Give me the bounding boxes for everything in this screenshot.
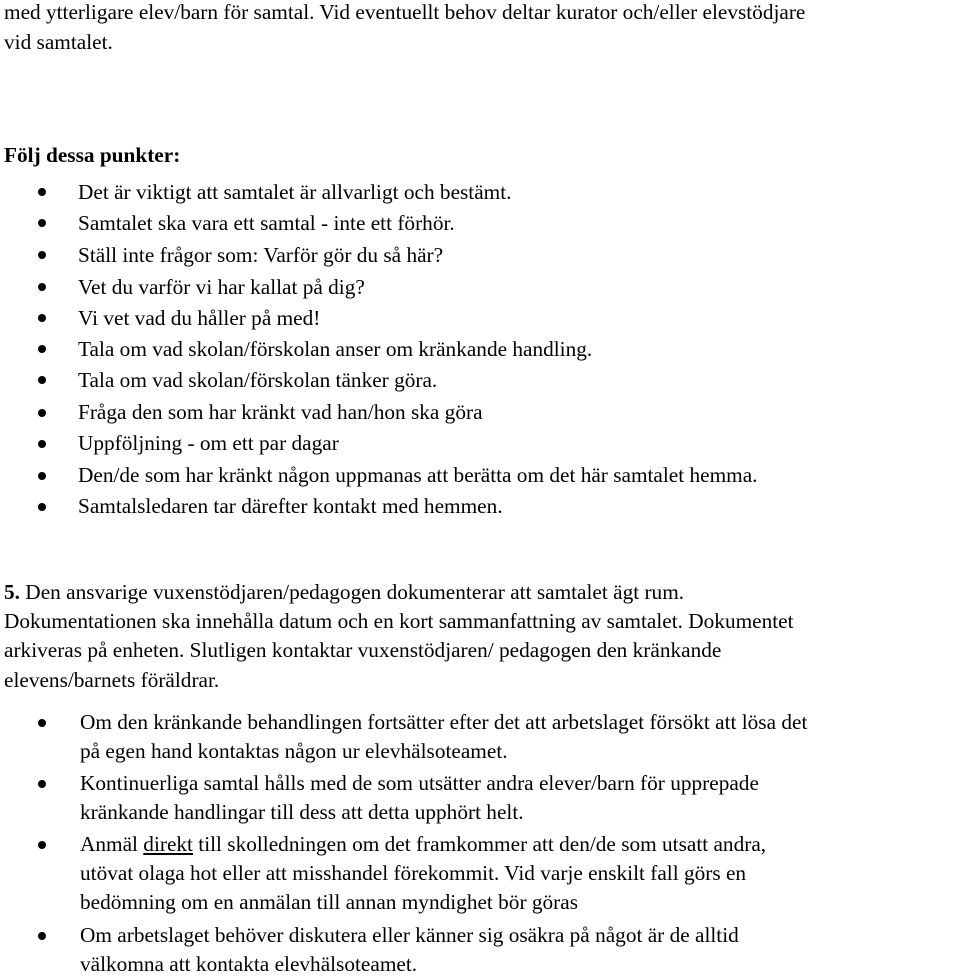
- step-5-line-4: elevens/barnets föräldrar.: [4, 668, 220, 692]
- intro-line-2: vid samtalet.: [4, 30, 113, 54]
- bullet-icon: [38, 188, 46, 196]
- step-5-line-2: Dokumentationen ska innehålla datum och en kort sammanfattning av samtalet. Dokumentet: [4, 609, 794, 633]
- bullet-icon: [38, 345, 46, 353]
- bullet-icon: [38, 409, 46, 417]
- bullet-icon: [38, 503, 46, 511]
- document-page: med ytterligare elev/barn för samtal. Vid eventuellt behov deltar kurator och/eller elevstödjare vid samtalet. Följ dessa punkter: Det är viktigt att samtalet är allvarligt och bestämt. Samtalet ska vara ett samtal - inte ett förhör. Ställ inte frågor som: Varför gör du så här? Vet du varför vi har kallat på dig? Vi vet vad du håller på med! Tala om vad skolan/förskolan anser om kränkande handling. Tala om vad skolan/förskolan tänker göra. Fråga den som har kränkt vad han/hon ska göra Uppföljning - om ett par dagar Den/de som har kränkt någon uppmanas att berätta om det här samtalet hemma. Samtalsledaren tar därefter kontakt med hemmen. 5. Den ansvarige vuxenstödjaren/pedagogen dokumenterar att samtalet ägt rum. Dokumentationen ska innehålla datum och en kort sammanfattning av samtalet. Dokumentet arkiveras på enheten. Slutligen kontaktar vuxenstödjaren/ pedagogen den kränkande elevens/barnets föräldrar. Om den kränkande behandlingen fortsätter efter det att arbetslaget försökt att lösa det på egen hand kontaktas någon ur elevhälsoteamet. Kontinuerliga samtal hålls med de som utsätter andra elever/barn för upprepade kränkande handlingar till dess att detta upphört helt. Anmäl direkt till skolledningen om det framkommer att den/de som utsatt andra, utövat olaga hot eller att misshandel förekommit. Vid varje enskilt fall görs en bedömning om en anmälan till annan myndighet bör göras Om arbetslaget behöver diskutera eller känner sig osäkra på något är de alltid välkomna att kontakta elevhälsoteamet.: [4, 0, 808, 976]
- step-number: 5.: [4, 580, 20, 604]
- bullet-icon: [38, 251, 46, 259]
- bullet-icon: [38, 440, 46, 448]
- step-5-line-3: arkiveras på enheten. Slutligen kontaktar vuxenstödjaren/ pedagogen den kränkande: [4, 638, 722, 662]
- bullet-icon: [38, 314, 46, 322]
- bullet-icon: [38, 283, 46, 291]
- bullet-icon: [38, 932, 46, 940]
- bullet-icon: [38, 719, 46, 727]
- bullet-icon: [38, 376, 46, 384]
- intro-line-1: med ytterligare elev/barn för samtal. Vid eventuellt behov deltar kurator och/eller elevstödjare: [4, 0, 806, 24]
- bullet-icon: [38, 219, 46, 227]
- section-heading: Följ dessa punkter:: [4, 143, 181, 167]
- bullet-icon: [38, 472, 46, 480]
- bullet-icon: [38, 780, 46, 788]
- step-5-line-1: 5. Den ansvarige vuxenstödjaren/pedagogen dokumenterar att samtalet ägt rum.: [4, 580, 685, 604]
- bullet-icon: [38, 841, 46, 849]
- emphasis-direkt: direkt: [143, 832, 193, 856]
